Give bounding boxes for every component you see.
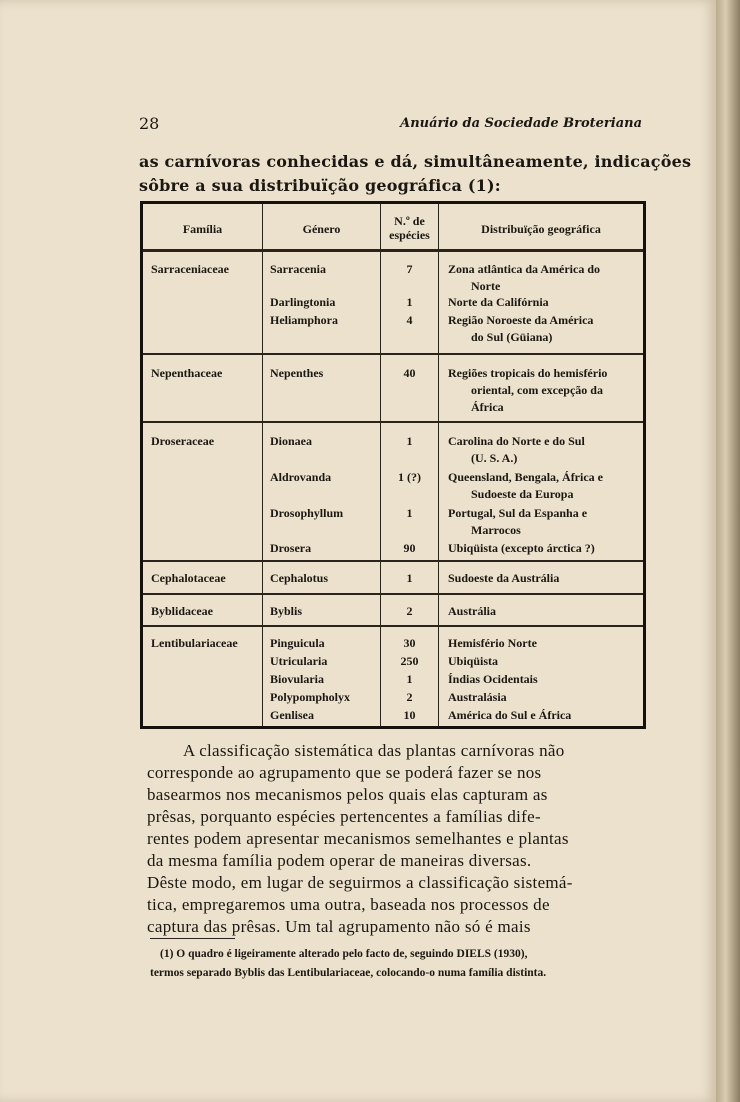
species-count: 1: [406, 295, 413, 309]
distribution-text: Ubiqüista (excepto árctica ?): [448, 541, 595, 555]
species-count: 1: [406, 434, 413, 448]
distribution-text: (U. S. A.): [471, 451, 518, 465]
row-divider: [143, 353, 643, 355]
body-line: corresponde ao agrupamento que se poderá fazer se nos: [147, 763, 542, 782]
footnote-line: (1) O quadro é ligeiramente alterado pelo facto de, seguindo DIELS (1930),: [160, 948, 528, 960]
distribution-text: Regiões tropicais do hemisfério: [448, 366, 608, 380]
column-divider: [262, 204, 263, 726]
distribution-table: [140, 201, 646, 729]
genus-name: Dionaea: [270, 434, 312, 448]
footnote: [150, 945, 660, 983]
distribution-text: do Sul (Güiana): [471, 330, 553, 344]
footnote-rule: [150, 938, 235, 939]
body-line: rentes podem apresentar mecanismos semelhantes e plantas: [147, 829, 569, 848]
row-divider: [143, 625, 643, 627]
intro-line: sôbre a sua distribuïção geográfica (1):: [139, 176, 501, 195]
column-divider: [438, 204, 439, 726]
header-familia: Família: [182, 222, 223, 236]
body-line: prêsas, porquanto espécies pertencentes a famílias dife-: [147, 807, 541, 826]
family-name: Droseraceae: [151, 434, 215, 448]
distribution-text: Carolina do Norte e do Sul: [448, 434, 585, 448]
genus-name: Polypompholyx: [270, 690, 351, 704]
header-distribuicao: Distribuïção geográfica: [481, 222, 601, 236]
species-count: 250: [400, 654, 419, 668]
header-n-especies-1: N.º de: [394, 214, 425, 228]
family-name: Byblidaceae: [151, 604, 213, 618]
distribution-text: Hemisfério Norte: [448, 636, 537, 650]
header-genero: Género: [302, 222, 341, 236]
species-count: 1 (?): [398, 470, 421, 484]
species-count: 1: [406, 672, 413, 686]
distribution-text: Austrália: [448, 604, 496, 618]
genus-name: Utricularia: [270, 654, 328, 668]
species-count: 30: [403, 636, 416, 650]
genus-name: Pinguicula: [270, 636, 325, 650]
genus-name: Heliamphora: [270, 313, 338, 327]
distribution-text: Norte: [471, 279, 501, 293]
distribution-text: Marrocos: [471, 523, 521, 537]
genus-name: Cephalotus: [270, 571, 329, 585]
distribution-text: África: [471, 400, 504, 414]
family-name: Cephalotaceae: [151, 571, 226, 585]
running-head: Anuário da Sociedade Broteriana: [400, 116, 642, 131]
distribution-text: Norte da Califórnia: [448, 295, 549, 309]
page-header: [139, 114, 642, 134]
genus-name: Genlisea: [270, 708, 314, 722]
intro-paragraph: [139, 150, 692, 198]
genus-name: Nepenthes: [270, 366, 324, 380]
intro-line: as carnívoras conhecidas e dá, simultâneamente, indicações: [139, 152, 692, 171]
genus-name: Darlingtonia: [270, 295, 336, 309]
family-name: Lentibulariaceae: [151, 636, 238, 650]
header-n-especies-2: espécies: [389, 228, 430, 242]
genus-name: Drosophyllum: [270, 506, 344, 520]
species-count: 40: [403, 366, 416, 380]
species-count: 1: [406, 571, 413, 585]
footnote-line: termos separado Byblis das Lentibulariaceae, colocando-o numa família distinta.: [150, 967, 547, 979]
body-line: tica, empregaremos uma outra, baseada nos processos de: [147, 895, 550, 914]
species-count: 1: [406, 506, 413, 520]
genus-name: Drosera: [270, 541, 312, 555]
distribution-text: Ubiqüista: [448, 654, 499, 668]
body-paragraph: [147, 740, 652, 938]
row-divider: [143, 421, 643, 423]
genus-name: Biovularia: [270, 672, 325, 686]
distribution-text: Região Noroeste da América: [448, 313, 594, 327]
distribution-text: Índias Ocidentais: [448, 672, 538, 686]
row-divider: [143, 593, 643, 595]
body-line: Dêste modo, em lugar de seguirmos a classificação sistemá-: [147, 873, 573, 892]
species-count: 2: [406, 690, 413, 704]
distribution-text: Sudoeste da Europa: [471, 487, 574, 501]
genus-name: Sarracenia: [270, 262, 326, 276]
family-name: Nepenthaceae: [151, 366, 223, 380]
distribution-text: Queensland, Bengala, África e: [448, 470, 603, 484]
species-count: 2: [406, 604, 413, 618]
body-line: A classificação sistemática das plantas carnívoras não: [183, 741, 565, 760]
species-count: 10: [403, 708, 416, 722]
body-line: captura das prêsas. Um tal agrupamento não só é mais: [147, 917, 531, 936]
page-number: 28: [139, 114, 160, 133]
genus-name: Aldrovanda: [270, 470, 332, 484]
body-line: basearmos nos mecanismos pelos quais elas capturam as: [147, 785, 548, 804]
distribution-text: Australásia: [448, 690, 507, 704]
species-count: 4: [406, 313, 413, 327]
distribution-text: Sudoeste da Austrália: [448, 571, 560, 585]
distribution-text: Portugal, Sul da Espanha e: [448, 506, 588, 520]
body-line: da mesma família podem operar de maneiras diversas.: [147, 851, 532, 870]
distribution-text: oriental, com excepção da: [471, 383, 603, 397]
genus-name: Byblis: [270, 604, 303, 618]
species-count: 7: [406, 262, 413, 276]
page-edge: [716, 0, 740, 1102]
row-divider: [143, 249, 643, 252]
distribution-text: Zona atlântica da América do: [448, 262, 600, 276]
family-name: Sarraceniaceae: [151, 262, 229, 276]
row-divider: [143, 560, 643, 562]
distribution-text: América do Sul e África: [448, 708, 572, 722]
species-count: 90: [403, 541, 416, 555]
